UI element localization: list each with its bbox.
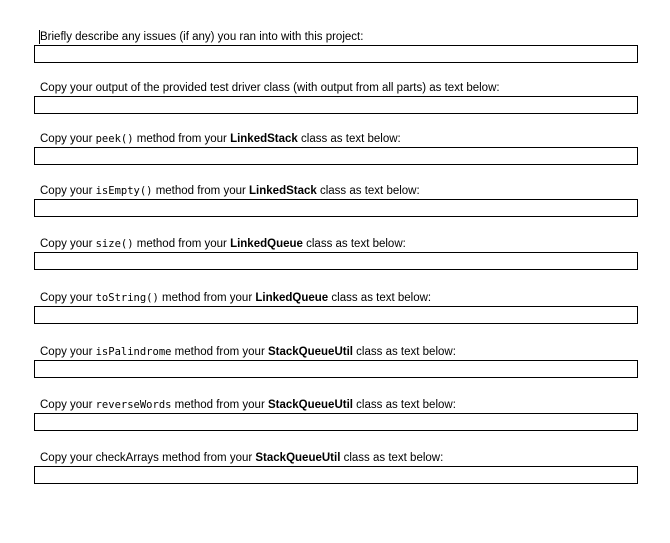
question-checkArrays [34, 451, 638, 484]
label-text: Copy your [40, 133, 96, 145]
question-peek [34, 132, 638, 165]
answer-box-test-output[interactable] [34, 96, 638, 114]
question-label [34, 237, 638, 251]
class-name: LinkedStack [249, 185, 317, 197]
question-label [34, 451, 638, 465]
question-label [34, 30, 638, 44]
question-label [34, 291, 638, 305]
class-name: StackQueueUtil [267, 399, 353, 411]
label-text: class as text below: [340, 452, 444, 464]
method-name: toString() [95, 292, 159, 304]
question-size [34, 237, 638, 270]
method-name: isEmpty() [95, 185, 153, 197]
question-toString [34, 291, 638, 324]
method-name: peek() [95, 133, 134, 145]
label-text: Copy your [40, 185, 96, 197]
question-test-output [34, 81, 638, 114]
question-isPalindrome [34, 345, 638, 378]
label-text: method from your [133, 133, 231, 145]
label-text: method from your [133, 238, 231, 250]
question-label [34, 132, 638, 146]
text-cursor [39, 30, 40, 44]
label-text: method from your [171, 346, 268, 358]
question-reverseWords [34, 398, 638, 431]
method-name: size() [95, 238, 134, 250]
label-text: method from your [158, 292, 256, 304]
class-name: LinkedStack [230, 133, 298, 145]
class-name: LinkedQueue [255, 292, 329, 304]
answer-box-issues[interactable] [34, 45, 638, 63]
question-label [34, 81, 638, 95]
answer-box-reverseWords[interactable] [34, 413, 638, 431]
label-text: Briefly describe any issues (if any) you ran into with this project: [40, 31, 364, 43]
label-text: class as text below: [352, 346, 456, 358]
label-text: class as text below: [328, 292, 432, 304]
answer-box-toString[interactable] [34, 306, 638, 324]
label-text: class as text below: [352, 399, 456, 411]
label-text: class as text below: [302, 238, 406, 250]
label-text: class as text below: [316, 185, 420, 197]
answer-box-isEmpty[interactable] [34, 199, 638, 217]
label-text: Copy your checkArrays method from your [40, 452, 256, 464]
method-name: isPalindrome [95, 346, 172, 358]
label-text: method from your [171, 399, 268, 411]
question-issues [34, 30, 638, 63]
label-text: Copy your [40, 346, 96, 358]
answer-box-size[interactable] [34, 252, 638, 270]
class-name: StackQueueUtil [255, 452, 341, 464]
label-text: Copy your output of the provided test driver class (with output from all parts) as text below: [40, 82, 500, 94]
question-label [34, 184, 638, 198]
question-label [34, 398, 638, 412]
answer-box-peek[interactable] [34, 147, 638, 165]
label-text: class as text below: [297, 133, 401, 145]
label-text: Copy your [40, 292, 96, 304]
class-name: StackQueueUtil [267, 346, 353, 358]
answer-box-checkArrays[interactable] [34, 466, 638, 484]
question-isEmpty [34, 184, 638, 217]
method-name: reverseWords [95, 399, 172, 411]
label-text: Copy your [40, 399, 96, 411]
answer-box-isPalindrome[interactable] [34, 360, 638, 378]
class-name: LinkedQueue [230, 238, 303, 250]
label-text: Copy your [40, 238, 96, 250]
question-label [34, 345, 638, 359]
label-text: method from your [152, 185, 250, 197]
